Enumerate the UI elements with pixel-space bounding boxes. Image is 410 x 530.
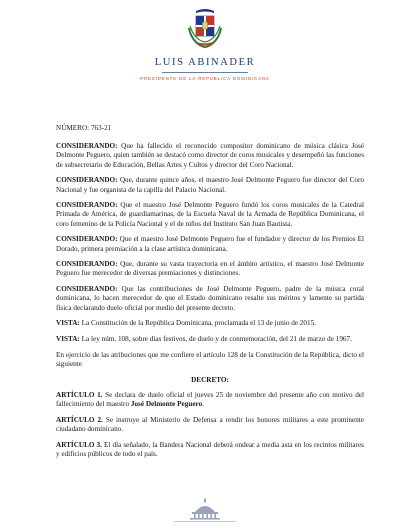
article xyxy=(56,416,364,434)
signatory-office: PRESIDENTE DE LA REPÚBLICA DOMINICANA xyxy=(140,76,270,81)
decree-number-label: NÚMERO: xyxy=(56,124,90,132)
paragraph-lead: CONSIDERANDO: xyxy=(56,235,118,244)
article xyxy=(56,441,364,459)
paragraph-text: Que las contribuciones de José Delmonte Peguero, padre de la música coral dominicana, lo hacen merecedor de que el Estado dominicano resalte sus méritos y lamente su partida física declarando duelo oficial por medio del presente decreto. xyxy=(56,285,364,312)
article-text: Se declara de duelo oficial el jueves 25 de noviembre del presente año con motivo del fallecimiento del maestro xyxy=(56,390,364,408)
article xyxy=(56,391,364,409)
paragraph-text: Que ha fallecido el reconocido compositor dominicano de música clásica José Delmonte Peguero, quien también se destacó como director de coros musicales y desempeñó las funciones de subsecretario de Educación, Bellas Artes y Cultos y director del Coro Nacional. xyxy=(56,142,364,169)
footer-divider xyxy=(174,521,236,522)
header-divider xyxy=(162,72,248,73)
paragraph-lead: VISTA: xyxy=(56,319,80,328)
article-tail: . xyxy=(202,399,204,408)
article-text: Se instruye al Ministerio de Defensa a rendir los honores militares a este prominente ciudadano dominicano. xyxy=(56,415,364,433)
paragraph-text: La Constitución de la República Dominicana, proclamada el 13 de junio de 2015. xyxy=(79,319,316,328)
paragraph xyxy=(56,260,364,278)
paragraph-lead: CONSIDERANDO: xyxy=(56,201,118,210)
paragraph xyxy=(56,319,364,328)
paragraph xyxy=(56,176,364,194)
paragraph xyxy=(56,201,364,229)
paragraph xyxy=(56,335,364,344)
paragraph-lead: CONSIDERANDO: xyxy=(56,176,118,185)
paragraph-lead: CONSIDERANDO: xyxy=(56,285,118,294)
article-lead: ARTÍCULO 2. xyxy=(56,415,103,424)
signatory-name: LUIS ABINADER xyxy=(154,57,256,68)
decree-number-line xyxy=(56,124,364,133)
paragraph-text: Que, durante su vasta trayectoria en el ámbito artístico, el maestro José Delmonte Peguero fue merecedor de diversas premiaciones y distinciones. xyxy=(56,260,364,278)
paragraph-text: Que el maestro José Delmonte Peguero fue el fundador y director de los Premios El Dorado, primera premiación a la clase artística dominicana. xyxy=(56,235,364,253)
decree-body xyxy=(56,124,364,465)
decree-title: DECRETO: xyxy=(191,375,229,384)
paragraph-lead: CONSIDERANDO: xyxy=(56,142,118,151)
article-lead: ARTÍCULO 3. xyxy=(56,440,102,449)
decree-number: 763-21 xyxy=(90,124,112,132)
paragraph-lead: CONSIDERANDO: xyxy=(56,260,118,269)
article-bold-tail: José Delmonte Peguero xyxy=(130,399,203,408)
preamble: En ejercicio de las atribuciones que me confiere el artículo 128 de la Constitución de la República, dicto el siguiente xyxy=(56,350,364,368)
paragraph-text: Que el maestro José Delmonte Peguero fundó los coros musicales de la Catedral Primada de América, de guardiamarinas, de la Escuela Naval de la Armada de República Dominicana, el coro femenino de la Policía Nacional y el de niños del Instituto San Juan Bautista. xyxy=(56,201,364,228)
paragraph-lead: VISTA: xyxy=(56,334,80,343)
paragraph-text: La ley núm. 108, sobre días festivos, de duelo y de conmemoración, del 21 de marzo de 1967. xyxy=(79,334,352,343)
paragraph xyxy=(56,142,364,170)
paragraph xyxy=(56,285,364,313)
article-lead: ARTÍCULO 1. xyxy=(56,390,103,399)
paragraph-text: Que, durante quince años, el maestro José Delmonte Peguero fue director del Coro Nacional y fue organista de la capilla del Palacio Nacional. xyxy=(56,176,364,194)
palace-dome-icon xyxy=(187,498,223,520)
coat-of-arms-icon xyxy=(183,6,227,50)
article-text: El día señalado, la Bandera Nacional deberá ondear a media asta en los recintos militares y edificios públicos de todo el país. xyxy=(56,440,364,458)
paragraph xyxy=(56,235,364,253)
